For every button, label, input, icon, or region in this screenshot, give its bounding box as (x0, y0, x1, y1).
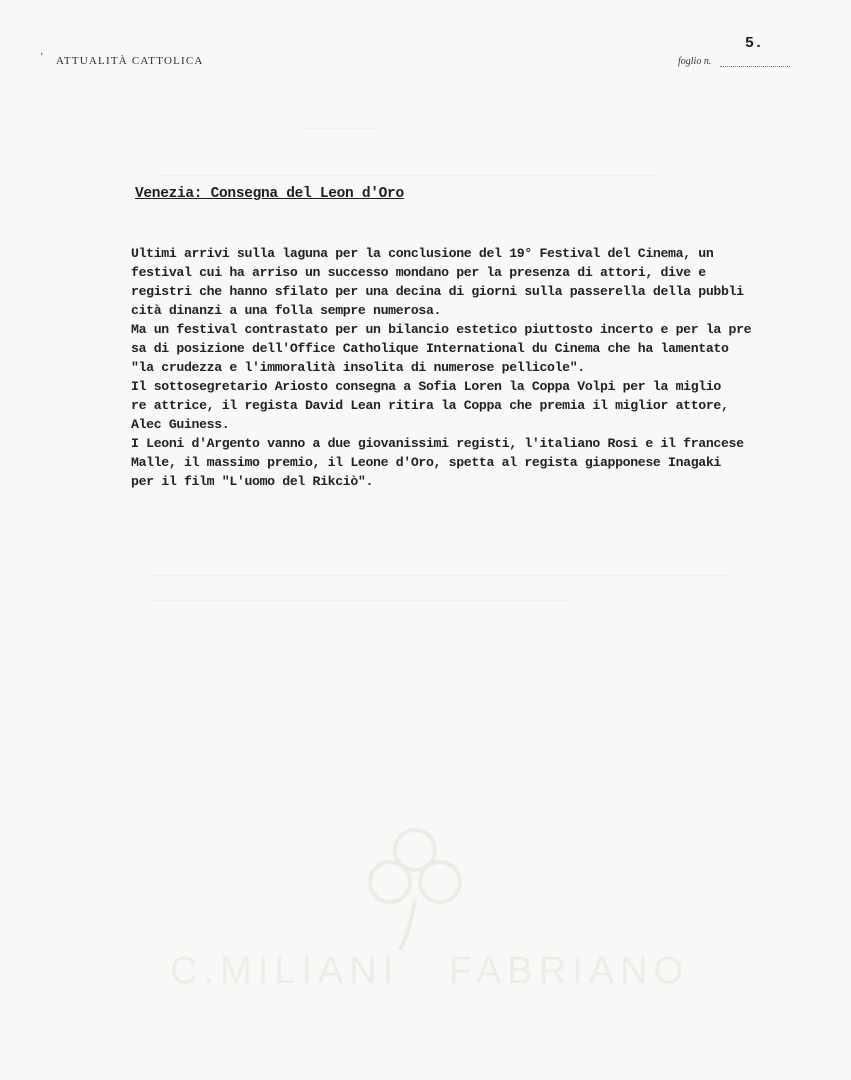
body-line: re attrice, il regista David Lean ritira la Coppa che premia il miglior attore, (131, 398, 729, 413)
body-line: cità dinanzi a una folla sempre numerosa. (131, 303, 442, 318)
watermark-clover-icon (360, 820, 470, 960)
body-line: "la crudezza e l'immoralità insolita di numerose pellicole". (131, 360, 585, 375)
body-line: Alec Guiness. (131, 417, 230, 432)
page-number: 5. (745, 35, 764, 52)
show-through-mark (150, 600, 570, 601)
article-body (131, 244, 811, 491)
body-line: Malle, il massimo premio, il Leone d'Oro, spetta al regista giapponese Inagaki (131, 455, 721, 470)
body-line: sa di posizione dell'Office Catholique International du Cinema che ha lamentato (131, 341, 729, 356)
show-through-mark (300, 128, 380, 129)
folio-label: foglio n. (678, 56, 712, 67)
article-title: Venezia: Consegna del Leon d'Oro (135, 186, 404, 202)
header-tick-mark: ’ (40, 52, 44, 63)
body-line: Ma un festival contrastato per un bilancio estetico piuttosto incerto e per la pre (131, 322, 752, 337)
body-line: registri che hanno sfilato per una decina di giorni sulla passerella della pubbli (131, 284, 744, 299)
body-line: Il sottosegretario Ariosto consegna a Sofia Loren la Coppa Volpi per la miglio (131, 379, 721, 394)
show-through-mark (160, 175, 660, 176)
body-line: Ultimi arrivi sulla laguna per la conclusione del 19° Festival del Cinema, un (131, 246, 714, 261)
folio-dotted-line (720, 66, 790, 67)
body-line: I Leoni d'Argento vanno a due giovanissimi registi, l'italiano Rosi e il francese (131, 436, 744, 451)
body-line: festival cui ha arriso un successo mondano per la presenza di attori, dive e (131, 265, 706, 280)
show-through-mark (150, 575, 730, 576)
paper-watermark: C.MILIANI FABRIANO (170, 950, 690, 992)
letterhead-brand: ATTUALITÀ CATTOLICA (56, 55, 204, 67)
body-line: per il film "L'uomo del Rikciò". (131, 474, 374, 489)
